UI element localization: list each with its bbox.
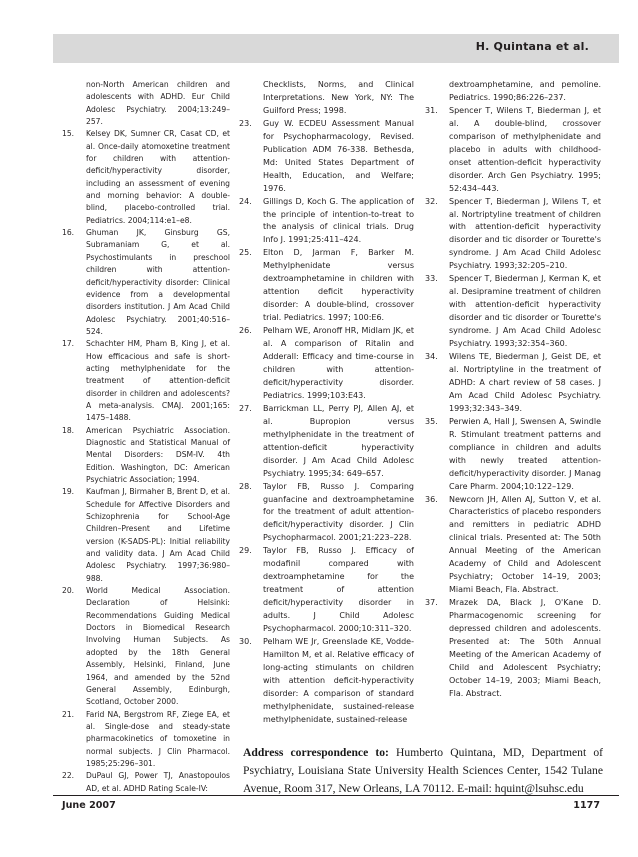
reference-number: 34. bbox=[425, 352, 438, 362]
reference-number: 25. bbox=[239, 248, 252, 258]
reference-number: 22. bbox=[62, 771, 75, 781]
address-label: Address correspondence to: bbox=[243, 746, 389, 759]
page-number: 1177 bbox=[573, 800, 600, 811]
reference-text: Farid NA, Bergstrom RF, Ziege EA, et al. Single-dose and steady-state pharmacokinetics of tomoxetine in normal subjects. J Clin Pharmacol. 1985;25:296–301. bbox=[86, 709, 230, 768]
reference-entry bbox=[239, 325, 414, 403]
reference-column-1 bbox=[62, 79, 230, 795]
reference-entry bbox=[239, 196, 414, 248]
reference-entry bbox=[425, 351, 601, 416]
footer-date: June 2007 bbox=[62, 800, 116, 811]
reference-number: 36. bbox=[425, 494, 438, 504]
reference-entry bbox=[62, 486, 230, 585]
reference-text: Checklists, Norms, and Clinical Interpretations. New York, NY: The Guilford Press; 1998. bbox=[263, 80, 414, 115]
reference-text: dextroamphetamine, and pemoline. Pediatrics. 1990;86:226–237. bbox=[449, 80, 601, 102]
reference-entry bbox=[425, 597, 601, 701]
reference-number: 31. bbox=[425, 105, 438, 115]
reference-text: Perwien A, Hall J, Swensen A, Swindle R. Stimulant treatment patterns and compliance in children and adults with newly treated attention-deficit/hyperactivity disorder. J Manag Care Pharm. 2004;10:122–129. bbox=[449, 416, 601, 491]
reference-number: 35. bbox=[425, 416, 438, 426]
reference-entry bbox=[239, 247, 414, 325]
reference-text: Pelham WE, Aronoff HR, Midlam JK, et al. A comparison of Ritalin and Adderall: Efficacy and time-course in children with attention-deficit/hyperactivity disorder. Pediatrics. 1999;103:E43. bbox=[263, 326, 414, 400]
reference-text: Kelsey DK, Sumner CR, Casat CD, et al. Once-daily atomoxetine treatment for children with attention-deficit/hyperactivity disorder, including an assessment of evening and morning behavior: A double-blind, placebo-controlled trial. Pediatrics. 2004;114:e1–e8. bbox=[86, 129, 230, 225]
reference-entry bbox=[62, 425, 230, 487]
address-correspondence bbox=[243, 744, 603, 798]
reference-number: 26. bbox=[239, 326, 252, 336]
reference-text: Gillings D, Koch G. The application of the principle of intention-to-treat to the analysis of clinical trials. Drug Info J. 1991;25:411–424. bbox=[263, 196, 414, 245]
reference-text: Wilens TE, Biederman J, Geist DE, et al. Nortriptyline in the treatment of ADHD: A chart review of 58 cases. J Am Acad Child Adolesc Psychiatry. 1993;32:343–349. bbox=[449, 352, 601, 413]
reference-text: Taylor FB, Russo J. Comparing guanfacine and dextroamphetamine for the treatment of adult attention-deficit/hyperactivity disorder. J Clin Psychopharmacol. 2001;21:223–228. bbox=[263, 481, 414, 543]
address-text: Humberto Quintana, MD, Department of Psychiatry, Louisiana State University Health Sciences Center, 1542 Tulane Avenue, Room 317, New Orleans, LA 70112. E-mail: hquint@lsuhsc.edu bbox=[243, 746, 603, 795]
reference-text: DuPaul GJ, Power TJ, Anastopoulos AD, et al. ADHD Rating Scale-IV: bbox=[86, 771, 230, 793]
reference-text: Taylor FB, Russo J. Efficacy of modafinil compared with dextroamphetamine for the treatment of attention deficit/hyperactivity disorder in adults. J Child Adolesc Psychopharmacol. 2000;10:311–320. bbox=[263, 546, 414, 634]
reference-number: 28. bbox=[239, 481, 252, 491]
reference-number: 21. bbox=[62, 709, 75, 719]
reference-number: 30. bbox=[239, 636, 252, 646]
reference-entry bbox=[425, 416, 601, 494]
running-header bbox=[53, 34, 619, 63]
reference-column-3 bbox=[425, 79, 601, 701]
reference-entry bbox=[239, 636, 414, 727]
reference-number: 16. bbox=[62, 228, 75, 238]
reference-number: 33. bbox=[425, 274, 438, 284]
reference-text: Newcorn JH, Allen AJ, Sutton V, et al. Characteristics of placebo responders and remitters in pediatric ADHD clinical trials. Presented at: The 50th Annual Meeting of the American Academy of Child and Adolescent Psychiatry; October 14–19, 2003; Miami Beach, Fla. Abstract. bbox=[449, 494, 601, 595]
reference-entry bbox=[62, 585, 230, 708]
reference-entry bbox=[239, 545, 414, 636]
reference-number: 15. bbox=[62, 129, 75, 139]
reference-text: World Medical Association. Declaration of Helsinki: Recommendations Guiding Medical Doctors in Biomedical Research Involving Human Subjects. As adopted by the 18th General Assembly, Helsinki, Finland, June 1964, and amended by the 52nd General Assembly, Edinburgh, Scotland, October 2000. bbox=[86, 586, 230, 707]
reference-entry bbox=[62, 709, 230, 771]
reference-entry bbox=[62, 79, 230, 128]
reference-text: non-North American children and adolescents with ADHD. Eur Child Adolesc Psychiatry. 2004;13:249–257. bbox=[86, 80, 230, 127]
reference-text: Mrazek DA, Black J, O'Kane D. Pharmacogenomic screening for depressed children and adolescents. Presented at: The 50th Annual Meeting of the American Academy of Child and Adolescent Psychiatry; October 14–19, 2003; Miami Beach, Fla. Abstract. bbox=[449, 598, 601, 698]
reference-entry bbox=[239, 403, 414, 481]
reference-entry bbox=[239, 79, 414, 118]
reference-entry bbox=[62, 770, 230, 795]
reference-text: Elton D, Jarman F, Barker M. Methylphenidate versus dextroamphetamine in children with attention deficit hyperactivity disorder: A double-blind, crossover trial. Pediatrics. 1997; 100:E6. bbox=[263, 248, 414, 323]
reference-text: Barrickman LL, Perry PJ, Allen AJ, et al. Bupropion versus methylphenidate in the treatment of attention-deficit hyperactivity disorder. J Am Acad Child Adolesc Psychiatry. 1995;34: 649–657. bbox=[263, 403, 414, 478]
reference-entry bbox=[62, 128, 230, 227]
reference-number: 17. bbox=[62, 339, 75, 349]
reference-number: 20. bbox=[62, 586, 75, 596]
reference-column-2 bbox=[239, 79, 414, 727]
reference-text: Schachter HM, Pham B, King J, et al. How efficacious and safe is short-acting methylphenidate for the treatment of attention-deficit disorder in children and adolescents? A meta-analysis. CMAJ. 2001;165: 1475–1488. bbox=[86, 339, 230, 423]
reference-number: 18. bbox=[62, 425, 75, 435]
reference-number: 32. bbox=[425, 196, 438, 206]
reference-entry bbox=[425, 196, 601, 274]
reference-entry bbox=[425, 105, 601, 196]
reference-text: Spencer T, Biederman J, Wilens T, et al. Nortriptyline treatment of children with attention-deficit hyperactivity disorder and tic disorder or Tourette's syndrome. J Am Acad Child Adolesc Psychiatry. 1993;32:205–210. bbox=[449, 196, 601, 271]
reference-text: Kaufman J, Birmaher B, Brent D, et al. Schedule for Affective Disorders and Schizophrenia for School-Age Children–Present and Lifetime version (K-SADS-PL): Initial reliability and validity data. J Am Acad Child Adolesc Psychiatry. 1997;36:980–988. bbox=[86, 487, 230, 583]
reference-number: 24. bbox=[239, 196, 252, 206]
reference-text: Pelham WE Jr, Greenslade KE, Vodde-Hamilton M, et al. Relative efficacy of long-acting stimulants on children with attention deficit-hyperactivity disorder: A comparison of standard methylphenidate, sustained-release methylphenidate, sustained-release bbox=[263, 636, 414, 724]
reference-text: Guy W. ECDEU Assessment Manual for Psychopharmacology, Revised. Publication ADM 76-338. Bethesda, Md: United States Department of Health, Education, and Welfare; 1976. bbox=[263, 118, 414, 193]
reference-text: Spencer T, Biederman J, Kerman K, et al. Desipramine treatment of children with attention-deficit hyperactivity disorder and tic disorder or Tourette's syndrome. J Am Acad Child Adolesc Psychiatry. 1993;32:354–360. bbox=[449, 274, 601, 349]
reference-number: 23. bbox=[239, 118, 252, 128]
reference-text: Spencer T, Wilens T, Biederman J, et al. A double-blind, crossover comparison of methylphenidate and placebo in adults with childhood-onset attention-deficit hyperactivity disorder. Arch Gen Psychiatry. 1995; 52:434–443. bbox=[449, 105, 601, 193]
reference-number: 19. bbox=[62, 487, 75, 497]
reference-entry bbox=[239, 481, 414, 546]
reference-entry bbox=[425, 494, 601, 598]
reference-number: 29. bbox=[239, 546, 252, 556]
header-author: H. Quintana et al. bbox=[475, 40, 589, 53]
reference-entry bbox=[62, 338, 230, 424]
reference-text: Ghuman JK, Ginsburg GS, Subramaniam G, et al. Psychostimulants in preschool children with attention-deficit/hyperactivity disorder: Clinical evidence from a developmental disorders institution. J Am Acad Child Adolesc Psychiatry. 2001;40:516–524. bbox=[86, 228, 230, 336]
reference-entry bbox=[425, 79, 601, 105]
reference-number: 37. bbox=[425, 598, 438, 608]
reference-text: American Psychiatric Association. Diagnostic and Statistical Manual of Mental Disorders: DSM-IV. 4th Edition. Washington, DC: American Psychiatric Association; 1994. bbox=[86, 425, 230, 484]
reference-entry bbox=[425, 273, 601, 351]
reference-number: 27. bbox=[239, 403, 252, 413]
reference-entry bbox=[62, 227, 230, 338]
footer-rule bbox=[53, 795, 619, 796]
reference-entry bbox=[239, 118, 414, 196]
